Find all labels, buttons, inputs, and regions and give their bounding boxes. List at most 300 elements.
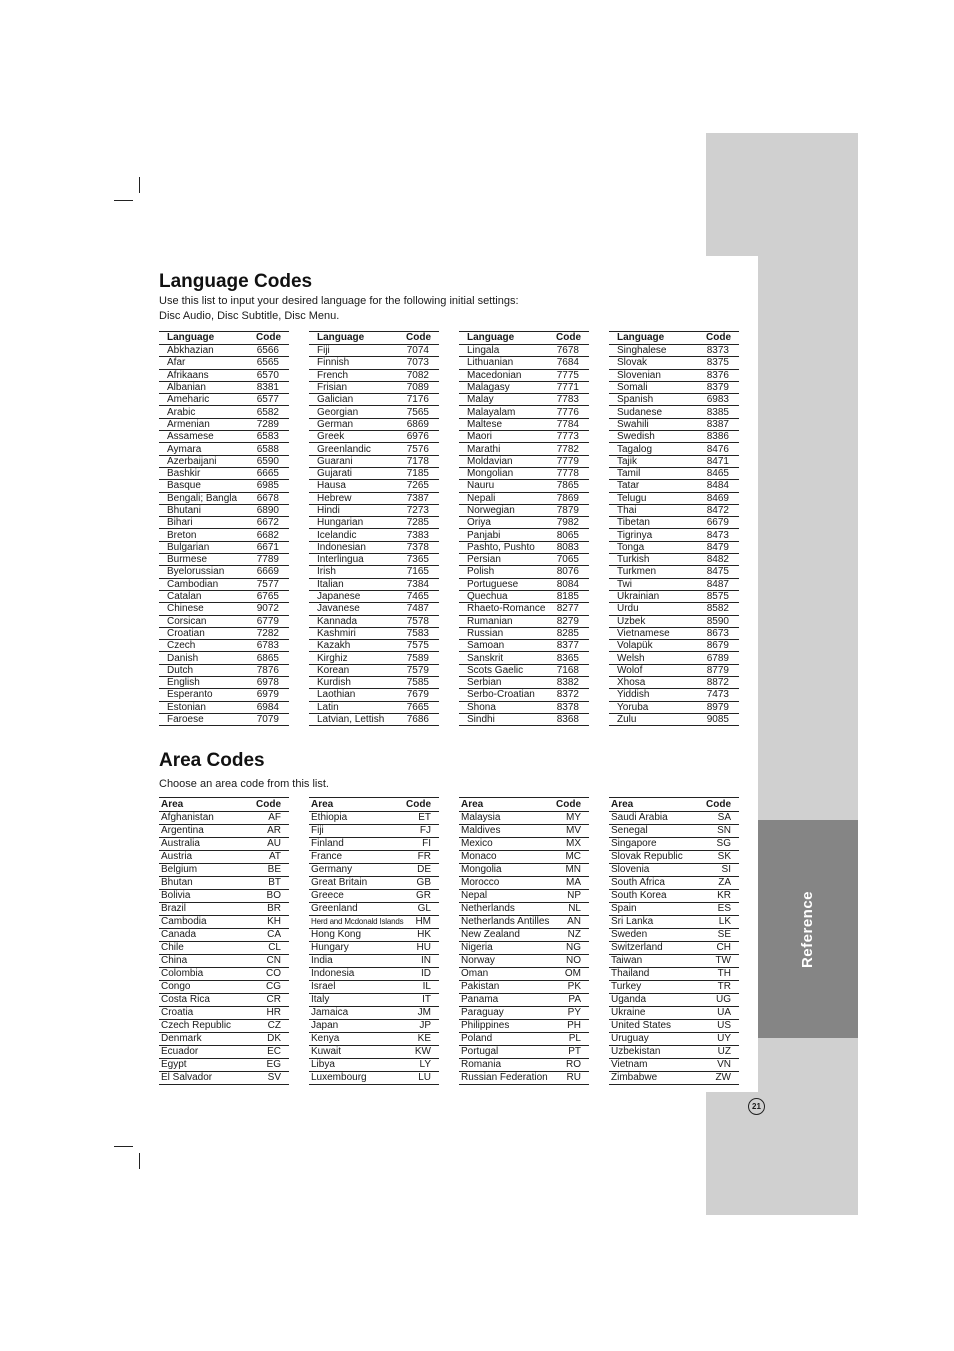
language-name-cell: Tonga bbox=[609, 541, 695, 553]
table-row bbox=[459, 942, 589, 955]
table-row bbox=[309, 369, 439, 381]
table-row bbox=[309, 431, 439, 443]
table-row bbox=[309, 418, 439, 430]
area-name-cell: El Salvador bbox=[159, 1072, 255, 1085]
area-name-cell: Germany bbox=[309, 864, 405, 877]
table-row bbox=[459, 890, 589, 903]
table-row bbox=[609, 418, 739, 430]
language-name-cell: Czech bbox=[159, 640, 245, 652]
language-name-cell: Ukrainian bbox=[609, 590, 695, 602]
language-code-cell: 7565 bbox=[395, 406, 439, 418]
table-row bbox=[459, 664, 589, 676]
table-row bbox=[309, 677, 439, 689]
area-code-cell: ET bbox=[405, 812, 439, 825]
table-row bbox=[159, 916, 289, 929]
area-code-cell: PK bbox=[555, 981, 589, 994]
language-name-cell: Kirghiz bbox=[309, 652, 395, 664]
column-header-name: Language bbox=[459, 332, 545, 345]
table-row bbox=[459, 1059, 589, 1072]
table-row bbox=[309, 529, 439, 541]
language-code-cell: 7579 bbox=[395, 664, 439, 676]
table-row bbox=[459, 455, 589, 467]
area-table-4 bbox=[609, 797, 739, 1085]
area-name-cell: Croatia bbox=[159, 1007, 255, 1020]
language-code-cell: 7578 bbox=[395, 615, 439, 627]
column-header-name: Language bbox=[309, 332, 395, 345]
language-name-cell: Maori bbox=[459, 431, 545, 443]
crop-mark bbox=[114, 200, 133, 201]
table-row bbox=[309, 1007, 439, 1020]
language-code-cell: 6570 bbox=[245, 369, 289, 381]
language-table-header bbox=[459, 332, 589, 345]
area-code-cell: CZ bbox=[255, 1020, 289, 1033]
area-name-cell: Denmark bbox=[159, 1033, 255, 1046]
table-row bbox=[159, 357, 289, 369]
table-row bbox=[609, 578, 739, 590]
column-header-code: Code bbox=[245, 332, 289, 345]
table-row bbox=[459, 689, 589, 701]
table-row bbox=[159, 590, 289, 602]
table-row bbox=[309, 825, 439, 838]
language-code-cell: 8476 bbox=[695, 443, 739, 455]
crop-mark bbox=[114, 1146, 133, 1147]
language-name-cell: Vietnamese bbox=[609, 627, 695, 639]
area-name-cell: Norway bbox=[459, 955, 555, 968]
table-row bbox=[459, 652, 589, 664]
table-row bbox=[159, 431, 289, 443]
table-row bbox=[459, 431, 589, 443]
language-name-cell: Irish bbox=[309, 566, 395, 578]
table-row bbox=[309, 443, 439, 455]
area-name-cell: Kenya bbox=[309, 1033, 405, 1046]
table-row bbox=[309, 890, 439, 903]
table-row bbox=[309, 994, 439, 1007]
language-name-cell: Latvian, Lettish bbox=[309, 713, 395, 725]
table-row bbox=[159, 713, 289, 725]
table-row bbox=[609, 345, 739, 357]
section-tab-text: Reference bbox=[799, 890, 817, 968]
language-code-cell: 8479 bbox=[695, 541, 739, 553]
area-code-cell: LU bbox=[405, 1072, 439, 1085]
table-row bbox=[459, 994, 589, 1007]
table-row bbox=[459, 357, 589, 369]
area-name-cell: Morocco bbox=[459, 877, 555, 890]
language-name-cell: Hebrew bbox=[309, 492, 395, 504]
table-row bbox=[309, 603, 439, 615]
language-name-cell: Afrikaans bbox=[159, 369, 245, 381]
area-code-cell: KW bbox=[405, 1046, 439, 1059]
table-row bbox=[459, 1033, 589, 1046]
language-table-header bbox=[309, 332, 439, 345]
language-code-cell: 7776 bbox=[545, 406, 589, 418]
area-name-cell: Sweden bbox=[609, 929, 705, 942]
language-code-cell: 6588 bbox=[245, 443, 289, 455]
language-name-cell: Dutch bbox=[159, 664, 245, 676]
table-row bbox=[309, 864, 439, 877]
language-name-cell: Oriya bbox=[459, 517, 545, 529]
table-row bbox=[609, 981, 739, 994]
table-row bbox=[609, 942, 739, 955]
area-name-cell: Poland bbox=[459, 1033, 555, 1046]
language-code-cell: 7387 bbox=[395, 492, 439, 504]
table-row bbox=[459, 851, 589, 864]
language-code-cell: 7684 bbox=[545, 357, 589, 369]
language-name-cell: Welsh bbox=[609, 652, 695, 664]
area-code-cell: UG bbox=[705, 994, 739, 1007]
language-code-cell: 8277 bbox=[545, 603, 589, 615]
language-code-cell: 8475 bbox=[695, 566, 739, 578]
area-intro: Choose an area code from this list. bbox=[159, 778, 329, 790]
table-row bbox=[609, 357, 739, 369]
language-code-cell: 7577 bbox=[245, 578, 289, 590]
table-row bbox=[609, 877, 739, 890]
table-row bbox=[459, 615, 589, 627]
table-row bbox=[609, 455, 739, 467]
language-code-cell: 6679 bbox=[695, 517, 739, 529]
language-code-cell: 8368 bbox=[545, 713, 589, 725]
language-code-cell: 7879 bbox=[545, 504, 589, 516]
table-row bbox=[609, 890, 739, 903]
language-intro-line1: Use this list to input your desired language for the following initial settings: bbox=[159, 295, 519, 307]
area-table-1 bbox=[159, 797, 289, 1085]
language-table-2 bbox=[309, 331, 439, 726]
area-code-cell: UA bbox=[705, 1007, 739, 1020]
area-name-cell: South Korea bbox=[609, 890, 705, 903]
table-row bbox=[609, 812, 739, 825]
area-name-cell: Slovenia bbox=[609, 864, 705, 877]
table-row bbox=[309, 455, 439, 467]
area-code-cell: JM bbox=[405, 1007, 439, 1020]
area-name-cell: Nepal bbox=[459, 890, 555, 903]
language-name-cell: Swedish bbox=[609, 431, 695, 443]
language-code-cell: 6890 bbox=[245, 504, 289, 516]
language-name-cell: Bengali; Bangla bbox=[159, 492, 245, 504]
language-code-cell: 7178 bbox=[395, 455, 439, 467]
table-row bbox=[159, 381, 289, 393]
language-name-cell: Kurdish bbox=[309, 677, 395, 689]
area-name-cell: Turkey bbox=[609, 981, 705, 994]
table-row bbox=[609, 603, 739, 615]
language-name-cell: Japanese bbox=[309, 590, 395, 602]
area-name-cell: Ecuador bbox=[159, 1046, 255, 1059]
language-name-cell: Estonian bbox=[159, 701, 245, 713]
area-code-cell: ES bbox=[705, 903, 739, 916]
area-name-cell: France bbox=[309, 851, 405, 864]
table-row bbox=[159, 825, 289, 838]
column-header-name: Area bbox=[459, 798, 555, 812]
area-code-cell: FJ bbox=[405, 825, 439, 838]
area-name-cell: Herd and Mcdonald Islands bbox=[309, 916, 405, 929]
area-name-cell: Uganda bbox=[609, 994, 705, 1007]
table-row bbox=[459, 864, 589, 877]
area-name-cell: Thailand bbox=[609, 968, 705, 981]
area-code-cell: SI bbox=[705, 864, 739, 877]
area-code-cell: HK bbox=[405, 929, 439, 942]
language-code-cell: 6590 bbox=[245, 455, 289, 467]
table-row bbox=[459, 968, 589, 981]
language-code-cell: 7771 bbox=[545, 381, 589, 393]
table-row bbox=[609, 713, 739, 725]
area-code-cell: TH bbox=[705, 968, 739, 981]
area-code-cell: ZW bbox=[705, 1072, 739, 1085]
area-code-cell: SE bbox=[705, 929, 739, 942]
table-row bbox=[309, 627, 439, 639]
language-name-cell: Kazakh bbox=[309, 640, 395, 652]
table-row bbox=[609, 394, 739, 406]
language-name-cell: Thai bbox=[609, 504, 695, 516]
table-row bbox=[309, 345, 439, 357]
area-code-cell: DK bbox=[255, 1033, 289, 1046]
language-name-cell: Interlingua bbox=[309, 554, 395, 566]
language-code-cell: 9085 bbox=[695, 713, 739, 725]
language-code-cell: 8385 bbox=[695, 406, 739, 418]
language-name-cell: Galician bbox=[309, 394, 395, 406]
area-name-cell: Cambodia bbox=[159, 916, 255, 929]
language-code-cell: 7778 bbox=[545, 467, 589, 479]
area-name-cell: Indonesia bbox=[309, 968, 405, 981]
language-name-cell: Hausa bbox=[309, 480, 395, 492]
table-row bbox=[459, 418, 589, 430]
area-code-cell: FI bbox=[405, 838, 439, 851]
language-name-cell: Esperanto bbox=[159, 689, 245, 701]
table-row bbox=[459, 566, 589, 578]
language-code-cell: 7073 bbox=[395, 357, 439, 369]
language-code-cell: 6789 bbox=[695, 652, 739, 664]
area-code-cell: DE bbox=[405, 864, 439, 877]
language-code-cell: 7678 bbox=[545, 345, 589, 357]
language-code-cell: 6672 bbox=[245, 517, 289, 529]
area-name-cell: Saudi Arabia bbox=[609, 812, 705, 825]
language-code-cell: 6779 bbox=[245, 615, 289, 627]
table-row bbox=[309, 381, 439, 393]
area-code-cell: ZA bbox=[705, 877, 739, 890]
language-code-cell: 7168 bbox=[545, 664, 589, 676]
area-code-cell: KR bbox=[705, 890, 739, 903]
table-row bbox=[609, 903, 739, 916]
language-code-cell: 8185 bbox=[545, 590, 589, 602]
table-row bbox=[609, 825, 739, 838]
area-name-cell: Mongolia bbox=[459, 864, 555, 877]
language-name-cell: Polish bbox=[459, 566, 545, 578]
language-name-cell: French bbox=[309, 369, 395, 381]
language-code-cell: 7583 bbox=[395, 627, 439, 639]
table-row bbox=[309, 566, 439, 578]
table-row bbox=[459, 955, 589, 968]
table-row bbox=[309, 981, 439, 994]
area-code-cell: NG bbox=[555, 942, 589, 955]
language-code-cell: 7589 bbox=[395, 652, 439, 664]
area-name-cell: Ukraine bbox=[609, 1007, 705, 1020]
language-name-cell: Cambodian bbox=[159, 578, 245, 590]
table-row bbox=[459, 406, 589, 418]
language-code-cell: 6979 bbox=[245, 689, 289, 701]
area-name-cell: Japan bbox=[309, 1020, 405, 1033]
table-row bbox=[459, 838, 589, 851]
language-code-cell: 7079 bbox=[245, 713, 289, 725]
language-code-cell: 6669 bbox=[245, 566, 289, 578]
table-row bbox=[459, 627, 589, 639]
table-row bbox=[459, 467, 589, 479]
language-code-cell: 8679 bbox=[695, 640, 739, 652]
language-code-cell: 7686 bbox=[395, 713, 439, 725]
area-name-cell: Philippines bbox=[459, 1020, 555, 1033]
column-header-name: Area bbox=[159, 798, 255, 812]
language-code-cell: 6577 bbox=[245, 394, 289, 406]
language-code-cell: 6565 bbox=[245, 357, 289, 369]
table-row bbox=[459, 812, 589, 825]
table-row bbox=[309, 1033, 439, 1046]
area-name-cell: China bbox=[159, 955, 255, 968]
table-row bbox=[159, 455, 289, 467]
table-row bbox=[159, 1072, 289, 1085]
table-row bbox=[159, 541, 289, 553]
area-table-3 bbox=[459, 797, 589, 1085]
language-code-cell: 7783 bbox=[545, 394, 589, 406]
language-table-header bbox=[609, 332, 739, 345]
language-name-cell: Sindhi bbox=[459, 713, 545, 725]
area-name-cell: Finland bbox=[309, 838, 405, 851]
area-code-cell: UZ bbox=[705, 1046, 739, 1059]
language-name-cell: Kashmiri bbox=[309, 627, 395, 639]
area-name-cell: Malaysia bbox=[459, 812, 555, 825]
table-row bbox=[609, 955, 739, 968]
area-name-cell: Romania bbox=[459, 1059, 555, 1072]
table-row bbox=[309, 554, 439, 566]
language-name-cell: Abkhazian bbox=[159, 345, 245, 357]
table-row bbox=[459, 1020, 589, 1033]
language-name-cell: Malay bbox=[459, 394, 545, 406]
area-name-cell: Netherlands Antilles bbox=[459, 916, 555, 929]
language-intro-line2: Disc Audio, Disc Subtitle, Disc Menu. bbox=[159, 310, 340, 322]
table-row bbox=[309, 713, 439, 725]
language-name-cell: Telugu bbox=[609, 492, 695, 504]
language-name-cell: Portuguese bbox=[459, 578, 545, 590]
language-name-cell: Turkmen bbox=[609, 566, 695, 578]
language-code-cell: 8372 bbox=[545, 689, 589, 701]
language-name-cell: Javanese bbox=[309, 603, 395, 615]
language-name-cell: Tamil bbox=[609, 467, 695, 479]
table-row bbox=[609, 480, 739, 492]
language-code-cell: 7065 bbox=[545, 554, 589, 566]
crop-mark bbox=[139, 1153, 140, 1169]
table-row bbox=[309, 578, 439, 590]
language-name-cell: Norwegian bbox=[459, 504, 545, 516]
table-row bbox=[609, 701, 739, 713]
table-row bbox=[609, 838, 739, 851]
table-row bbox=[309, 394, 439, 406]
language-name-cell: German bbox=[309, 418, 395, 430]
table-row bbox=[159, 566, 289, 578]
table-row bbox=[159, 517, 289, 529]
table-row bbox=[159, 578, 289, 590]
table-row bbox=[609, 689, 739, 701]
language-code-cell: 7282 bbox=[245, 627, 289, 639]
table-row bbox=[159, 529, 289, 541]
table-row bbox=[309, 504, 439, 516]
language-name-cell: Bihari bbox=[159, 517, 245, 529]
table-row bbox=[159, 467, 289, 479]
language-code-cell: 8979 bbox=[695, 701, 739, 713]
table-row bbox=[309, 903, 439, 916]
language-name-cell: Maltese bbox=[459, 418, 545, 430]
table-row bbox=[609, 916, 739, 929]
table-row bbox=[459, 916, 589, 929]
area-name-cell: Israel bbox=[309, 981, 405, 994]
language-name-cell: Chinese bbox=[159, 603, 245, 615]
language-name-cell: Latin bbox=[309, 701, 395, 713]
area-code-cell: MC bbox=[555, 851, 589, 864]
area-code-cell: AN bbox=[555, 916, 589, 929]
area-code-cell: PT bbox=[555, 1046, 589, 1059]
language-code-cell: 8465 bbox=[695, 467, 739, 479]
language-name-cell: Tigrinya bbox=[609, 529, 695, 541]
area-code-cell: UY bbox=[705, 1033, 739, 1046]
language-name-cell: Bashkir bbox=[159, 467, 245, 479]
table-row bbox=[309, 1020, 439, 1033]
language-code-cell: 8084 bbox=[545, 578, 589, 590]
language-code-cell: 8381 bbox=[245, 381, 289, 393]
table-row bbox=[159, 418, 289, 430]
area-code-cell: MA bbox=[555, 877, 589, 890]
table-row bbox=[159, 942, 289, 955]
language-name-cell: Nepali bbox=[459, 492, 545, 504]
language-name-cell: Lingala bbox=[459, 345, 545, 357]
table-row bbox=[309, 1072, 439, 1085]
language-code-cell: 6983 bbox=[695, 394, 739, 406]
area-name-cell: Uzbekistan bbox=[609, 1046, 705, 1059]
area-code-cell: AT bbox=[255, 851, 289, 864]
language-name-cell: Catalan bbox=[159, 590, 245, 602]
table-row bbox=[459, 825, 589, 838]
table-row bbox=[609, 677, 739, 689]
table-row bbox=[459, 480, 589, 492]
table-row bbox=[459, 541, 589, 553]
language-name-cell: English bbox=[159, 677, 245, 689]
area-code-cell: SK bbox=[705, 851, 739, 864]
language-name-cell: Scots Gaelic bbox=[459, 664, 545, 676]
language-code-cell: 8386 bbox=[695, 431, 739, 443]
table-row bbox=[609, 443, 739, 455]
table-row bbox=[609, 627, 739, 639]
language-code-cell: 8575 bbox=[695, 590, 739, 602]
language-code-cell: 6783 bbox=[245, 640, 289, 652]
area-code-cell: CN bbox=[255, 955, 289, 968]
table-row bbox=[159, 345, 289, 357]
language-name-cell: Bhutani bbox=[159, 504, 245, 516]
area-name-cell: United States bbox=[609, 1020, 705, 1033]
table-row bbox=[309, 480, 439, 492]
table-row bbox=[459, 492, 589, 504]
language-name-cell: Pashto, Pushto bbox=[459, 541, 545, 553]
area-code-cell: OM bbox=[555, 968, 589, 981]
area-code-cell: BE bbox=[255, 864, 289, 877]
language-name-cell: Shona bbox=[459, 701, 545, 713]
language-name-cell: Macedonian bbox=[459, 369, 545, 381]
table-row bbox=[609, 615, 739, 627]
table-row bbox=[159, 627, 289, 639]
area-name-cell: Egypt bbox=[159, 1059, 255, 1072]
language-code-cell: 7185 bbox=[395, 467, 439, 479]
language-name-cell: Serbo-Croatian bbox=[459, 689, 545, 701]
language-code-cell: 8469 bbox=[695, 492, 739, 504]
table-row bbox=[159, 394, 289, 406]
language-name-cell: Armenian bbox=[159, 418, 245, 430]
language-code-cell: 7773 bbox=[545, 431, 589, 443]
table-row bbox=[459, 554, 589, 566]
area-code-cell: BO bbox=[255, 890, 289, 903]
table-row bbox=[159, 603, 289, 615]
table-row bbox=[609, 541, 739, 553]
